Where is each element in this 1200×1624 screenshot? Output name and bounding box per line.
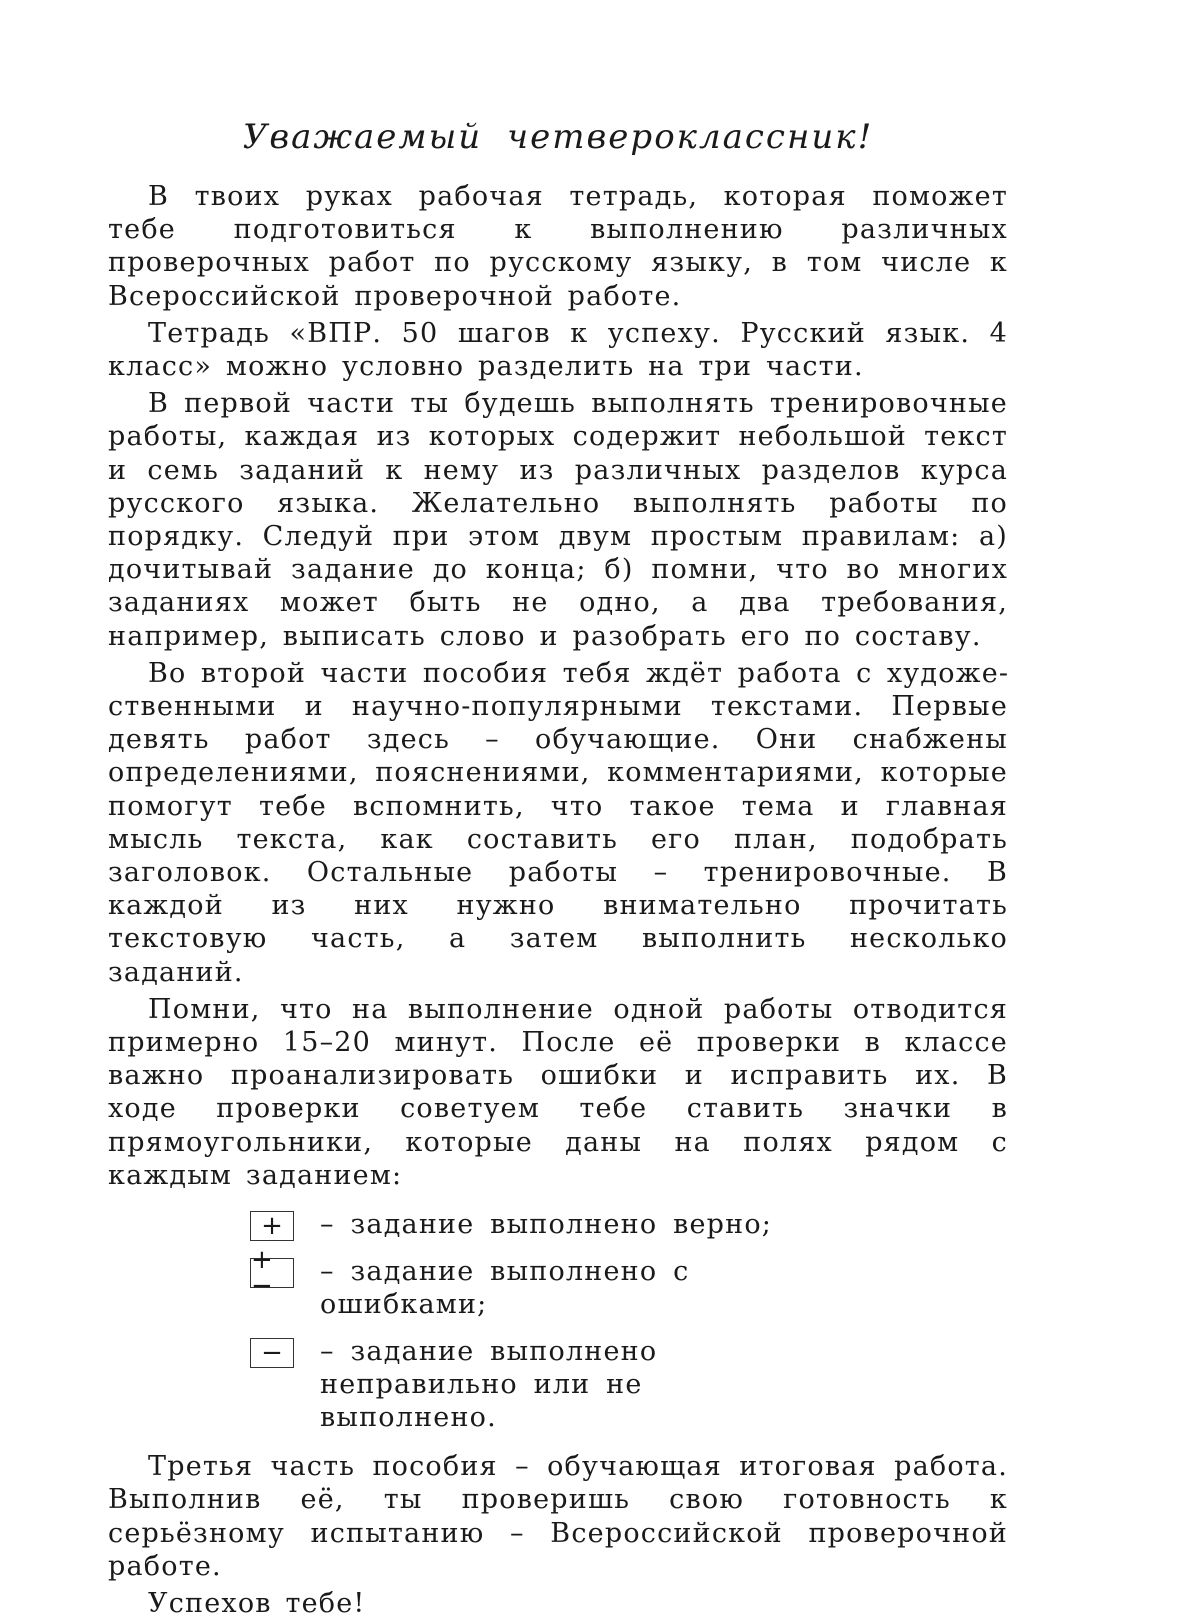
legend-text-incorrect: – задание выполнено неправильно или не выполнено. [320, 1336, 658, 1434]
minus-mark-box: − [250, 1338, 294, 1368]
part-three-paragraph: Третья часть пособия – обучающая итоговая работа. Выполнив её, ты проверишь свою готовность к серьёзному испытанию – Всероссийской проверочной работе. [108, 1451, 1008, 1582]
legend-row-incorrect [250, 1335, 1008, 1434]
legend-row-correct [250, 1208, 1008, 1241]
good-luck-text: Успехов тебе! [148, 1587, 366, 1619]
workbook-title-paragraph: Тетрадь «ВПР. 50 шагов к успеху. Русский язык. 4 класс» можно условно разделить на три части. [108, 317, 1008, 383]
page-title: Уважаемый четвероклассник! [242, 117, 874, 157]
page-content [108, 112, 1008, 1624]
checking-paragraph: Помни, что на выполнение одной работы отводится примерно 15–20 минут. После её проверки в классе важно проанализировать ошибки и исправить их. В ходе проверки советуем тебе ставить значки в прямоугольники, которые даны на полях рядом с каждым заданием: [108, 993, 1008, 1191]
legend-text-with-errors: – задание выполнено с ошибками; [320, 1256, 690, 1321]
legend-row-with-errors [250, 1245, 1008, 1321]
part-two-paragraph: Во второй части пособия тебя ждёт работа с художественными и научно-популярными текстами. Первые девять работ здесь – обучающие. Они снабжены определениями, пояснениями, комментариями, которые помогут тебе вспомнить, что такое тема и главная мысль текста, как составить его план, подобрать заголовок. Остальные работы – тренировочные. В каждой из них нужно внимательно прочитать текстовую часть, а затем выполнить несколько заданий. [108, 657, 1008, 988]
marks-legend [108, 1208, 1008, 1434]
part-one-paragraph: В первой части ты будешь выполнять тренировочные работы, каждая из которых содержит небольшой текст и семь заданий к нему из различных разделов курса русского языка. Желательно выполнять работы по порядку. Следуй при этом двум простым правилам: а) дочитывай задание до конца; б) помни, что во многих заданиях может быть не одно, а два требования, например, выписать слово и разобрать его по составу. [108, 388, 1008, 652]
intro-paragraph: В твоих руках рабочая тетрадь, которая поможет тебе подготовиться к выполнению различных проверочных работ по русскому языку, в том числе к Всероссийской проверочной работе. [108, 181, 1008, 312]
plus-minus-mark-box: +− [250, 1258, 294, 1288]
plus-mark-box: + [250, 1211, 294, 1241]
legend-text-correct: – задание выполнено верно; [320, 1209, 773, 1241]
